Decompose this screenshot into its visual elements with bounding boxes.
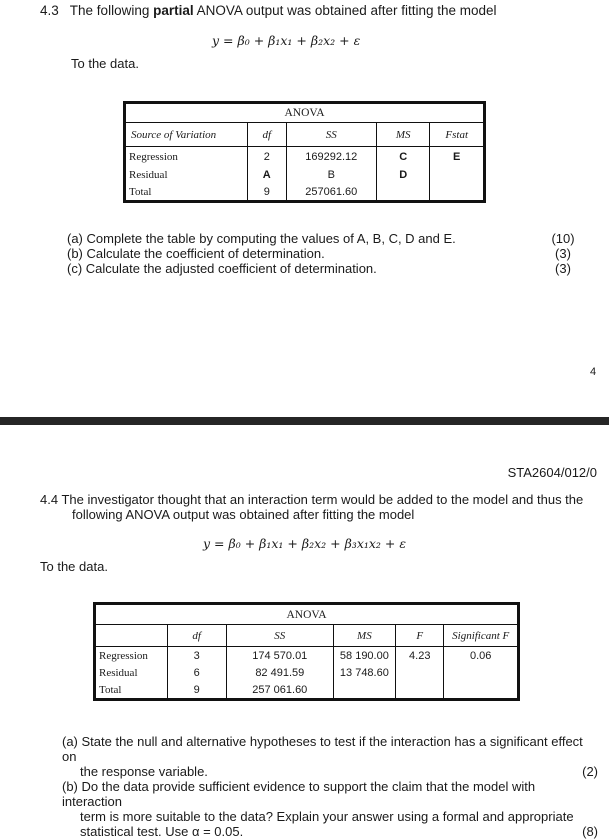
cell-df: 2 bbox=[247, 147, 286, 167]
table-row bbox=[125, 147, 485, 167]
q44-part-b-line2: term is more suitable to the data? Explain your answer using a formal and appropriate bbox=[80, 809, 574, 824]
table-row bbox=[125, 184, 485, 202]
page-number: 4 bbox=[590, 366, 597, 378]
q43-to-data: To the data. bbox=[71, 56, 139, 71]
cell-sig bbox=[444, 665, 519, 682]
cell-f: 4.23 bbox=[396, 647, 444, 665]
cell-ss: 257 061.60 bbox=[226, 682, 333, 700]
cell-ss: 82 491.59 bbox=[226, 665, 333, 682]
q43-intro-pre: The following bbox=[69, 3, 154, 18]
cell-ss: 257061.60 bbox=[286, 184, 376, 202]
q44-part-a-line2: the response variable. bbox=[80, 764, 208, 779]
q44-intro-text: The investigator thought that an interaction term would be added to the model and thus the bbox=[61, 492, 584, 507]
header-ss: SS bbox=[226, 625, 333, 647]
q44-anova-table bbox=[93, 602, 520, 701]
cell-ms: 58 190.00 bbox=[333, 647, 395, 665]
row-source: Residual bbox=[99, 667, 138, 679]
q44-intro-line2: following ANOVA output was obtained after fitting the model bbox=[72, 507, 415, 522]
q43-marks-a: (10) bbox=[551, 231, 575, 246]
q44-intro-line1 bbox=[40, 492, 583, 507]
cell-df: A bbox=[247, 167, 286, 184]
q43-part-a: (a) Complete the table by computing the values of A, B, C, D and E. bbox=[67, 231, 456, 246]
q44-part-b-line1: (b) Do the data provide sufficient evidence to support the claim that the model with interaction bbox=[62, 779, 536, 809]
table-row bbox=[125, 167, 485, 184]
cell-ms: 13 748.60 bbox=[333, 665, 395, 682]
q43-intro-bold: partial bbox=[153, 3, 194, 18]
q44-to-data: To the data. bbox=[40, 559, 108, 574]
q44-model-equation: y = β₀ + β₁x₁ + β₂x₂ + β₃x₁x₂ + ε bbox=[203, 536, 407, 551]
q43-number: 4.3 bbox=[40, 3, 59, 18]
table-title-row bbox=[95, 604, 519, 625]
cell-f bbox=[430, 167, 485, 184]
q43-marks-b: (3) bbox=[555, 246, 571, 261]
q44-parts bbox=[62, 734, 598, 839]
row-source: Regression bbox=[125, 147, 248, 167]
cell-df: 6 bbox=[167, 665, 226, 682]
q43-part-c: (c) Calculate the adjusted coefficient of determination. bbox=[67, 261, 377, 276]
cell-sig: 0.06 bbox=[444, 647, 519, 665]
q44-marks-a: (2) bbox=[582, 764, 598, 779]
cell-ms bbox=[376, 184, 429, 202]
q43-parts bbox=[67, 231, 577, 276]
q43-part-b: (b) Calculate the coefficient of determination. bbox=[67, 246, 325, 261]
cell-ss: 174 570.01 bbox=[226, 647, 333, 665]
cell-f bbox=[396, 682, 444, 700]
header-df: df bbox=[167, 625, 226, 647]
row-source: Total bbox=[99, 683, 122, 696]
cell-f bbox=[430, 184, 485, 202]
cell-ms: C bbox=[376, 147, 429, 167]
header-ss: SS bbox=[286, 123, 376, 147]
q44-part-b-line3: statistical test. Use α = 0.05. bbox=[80, 824, 244, 839]
row-source: Regression bbox=[95, 647, 168, 665]
q43-model-equation: y = β₀ + β₁x₁ + β₂x₂ + ε bbox=[212, 33, 361, 48]
cell-f: E bbox=[430, 147, 485, 167]
row-source: Total bbox=[129, 185, 152, 198]
q43-anova-table bbox=[123, 101, 486, 203]
q44-part-a-line1: (a) State the null and alternative hypotheses to test if the interaction has a significant effect on bbox=[62, 734, 583, 764]
q44-number: 4.4 bbox=[40, 492, 59, 507]
header-source: Source of Variation bbox=[125, 123, 248, 147]
q43-marks bbox=[545, 231, 581, 276]
anova-title: ANOVA bbox=[284, 107, 325, 119]
table-title-row bbox=[125, 103, 485, 123]
table-row bbox=[95, 665, 519, 682]
q43-intro-post: ANOVA output was obtained after fitting the model bbox=[193, 3, 497, 18]
header-significant-f: Significant F bbox=[444, 625, 519, 647]
header-fstat: Fstat bbox=[430, 123, 485, 147]
table-row bbox=[95, 647, 519, 665]
q44-part-b-line3-row bbox=[62, 824, 598, 839]
anova-title: ANOVA bbox=[286, 608, 327, 621]
row-source: Residual bbox=[129, 169, 168, 181]
header-ms: MS bbox=[333, 625, 395, 647]
page-divider bbox=[0, 417, 609, 425]
table-header-row bbox=[125, 123, 485, 147]
cell-ms bbox=[333, 682, 395, 700]
cell-df: 9 bbox=[247, 184, 286, 202]
header-f: F bbox=[396, 625, 444, 647]
cell-df: 3 bbox=[167, 647, 226, 665]
document-code: STA2604/012/0 bbox=[507, 465, 597, 480]
q43-marks-c: (3) bbox=[555, 261, 571, 276]
cell-f bbox=[396, 665, 444, 682]
table-row bbox=[95, 682, 519, 700]
header-blank bbox=[95, 625, 168, 647]
header-df: df bbox=[247, 123, 286, 147]
q44-part-a-line2-row bbox=[62, 764, 598, 779]
cell-ss: B bbox=[286, 167, 376, 184]
table-header-row bbox=[95, 625, 519, 647]
cell-ss: 169292.12 bbox=[286, 147, 376, 167]
header-ms: MS bbox=[376, 123, 429, 147]
cell-ms: D bbox=[376, 167, 429, 184]
q44-marks-b: (8) bbox=[582, 824, 598, 839]
q43-heading bbox=[40, 3, 497, 18]
cell-sig bbox=[444, 682, 519, 700]
cell-df: 9 bbox=[167, 682, 226, 700]
